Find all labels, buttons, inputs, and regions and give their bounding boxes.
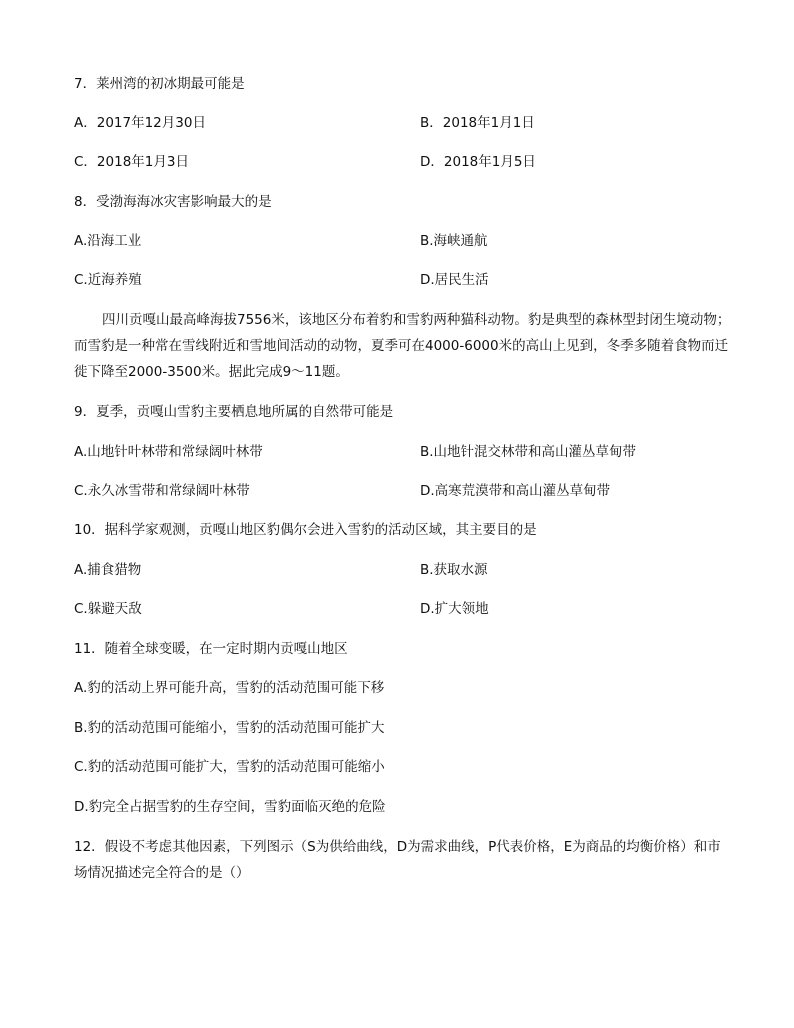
passage-line-1: 四川贡嘎山最高峰海拔7556米，该地区分布着豹和雪豹两种猫科动物。豹是典型的森林型封闭生境动物； [102, 312, 731, 328]
question-9-stem: 9．夏季，贡嘎山雪豹主要栖息地所属的自然带可能是 [74, 404, 394, 420]
question-10-option-c: C.躲避天敌 [74, 601, 142, 617]
question-10-stem: 10．据科学家观测，贡嘎山地区豹偶尔会进入雪豹的活动区域，其主要目的是 [74, 522, 537, 538]
question-9-option-b: B.山地针混交林带和高山灌丛草甸带 [420, 444, 637, 460]
question-11-option-c: C.豹的活动范围可能扩大，雪豹的活动范围可能缩小 [74, 759, 385, 775]
question-7-stem: 7．莱州湾的初冰期最可能是 [74, 76, 245, 92]
question-10-option-b: B.获取水源 [420, 562, 488, 578]
question-12-line-1: 12．假设不考虑其他因素，下列图示（S为供给曲线，D为需求曲线，P代表价格，E为商品的均衡价格）和市 [74, 839, 721, 855]
question-11-stem: 11．随着全球变暖，在一定时期内贡嘎山地区 [74, 641, 348, 657]
passage-line-3: 徙下降至2000-3500米。据此完成9～11题。 [74, 364, 349, 380]
question-7-option-d: D．2018年1月5日 [420, 154, 536, 170]
question-9-option-d: D.高寒荒漠带和高山灌丛草甸带 [420, 483, 611, 499]
question-7-option-a: A．2017年12月30日 [74, 115, 206, 131]
question-9-option-a: A.山地针叶林带和常绿阔叶林带 [74, 444, 263, 460]
question-12-stem [74, 834, 734, 886]
question-8-option-d: D.居民生活 [420, 272, 489, 288]
question-10-option-d: D.扩大领地 [420, 601, 489, 617]
question-8-stem: 8．受渤海海冰灾害影响最大的是 [74, 194, 272, 210]
question-10-option-a: A.捕食猎物 [74, 562, 142, 578]
question-11-option-d: D.豹完全占据雪豹的生存空间，雪豹面临灭绝的危险 [74, 799, 386, 815]
question-11-option-b: B.豹的活动范围可能缩小，雪豹的活动范围可能扩大 [74, 720, 385, 736]
reading-passage [74, 307, 734, 385]
question-12-line-2: 场情况描述完全符合的是（） [74, 865, 250, 881]
question-7-option-b: B．2018年1月1日 [420, 115, 535, 131]
question-9-option-c: C.永久冰雪带和常绿阔叶林带 [74, 483, 250, 499]
question-11-option-a: A.豹的活动上界可能升高，雪豹的活动范围可能下移 [74, 680, 385, 696]
question-8-option-a: A.沿海工业 [74, 233, 142, 249]
passage-line-2: 而雪豹是一种常在雪线附近和雪地间活动的动物，夏季可在4000-6000米的高山上见到，冬季多随着食物而迁 [74, 338, 729, 354]
question-8-option-c: C.近海养殖 [74, 272, 142, 288]
question-8-option-b: B.海峡通航 [420, 233, 488, 249]
question-7-option-c: C．2018年1月3日 [74, 154, 189, 170]
